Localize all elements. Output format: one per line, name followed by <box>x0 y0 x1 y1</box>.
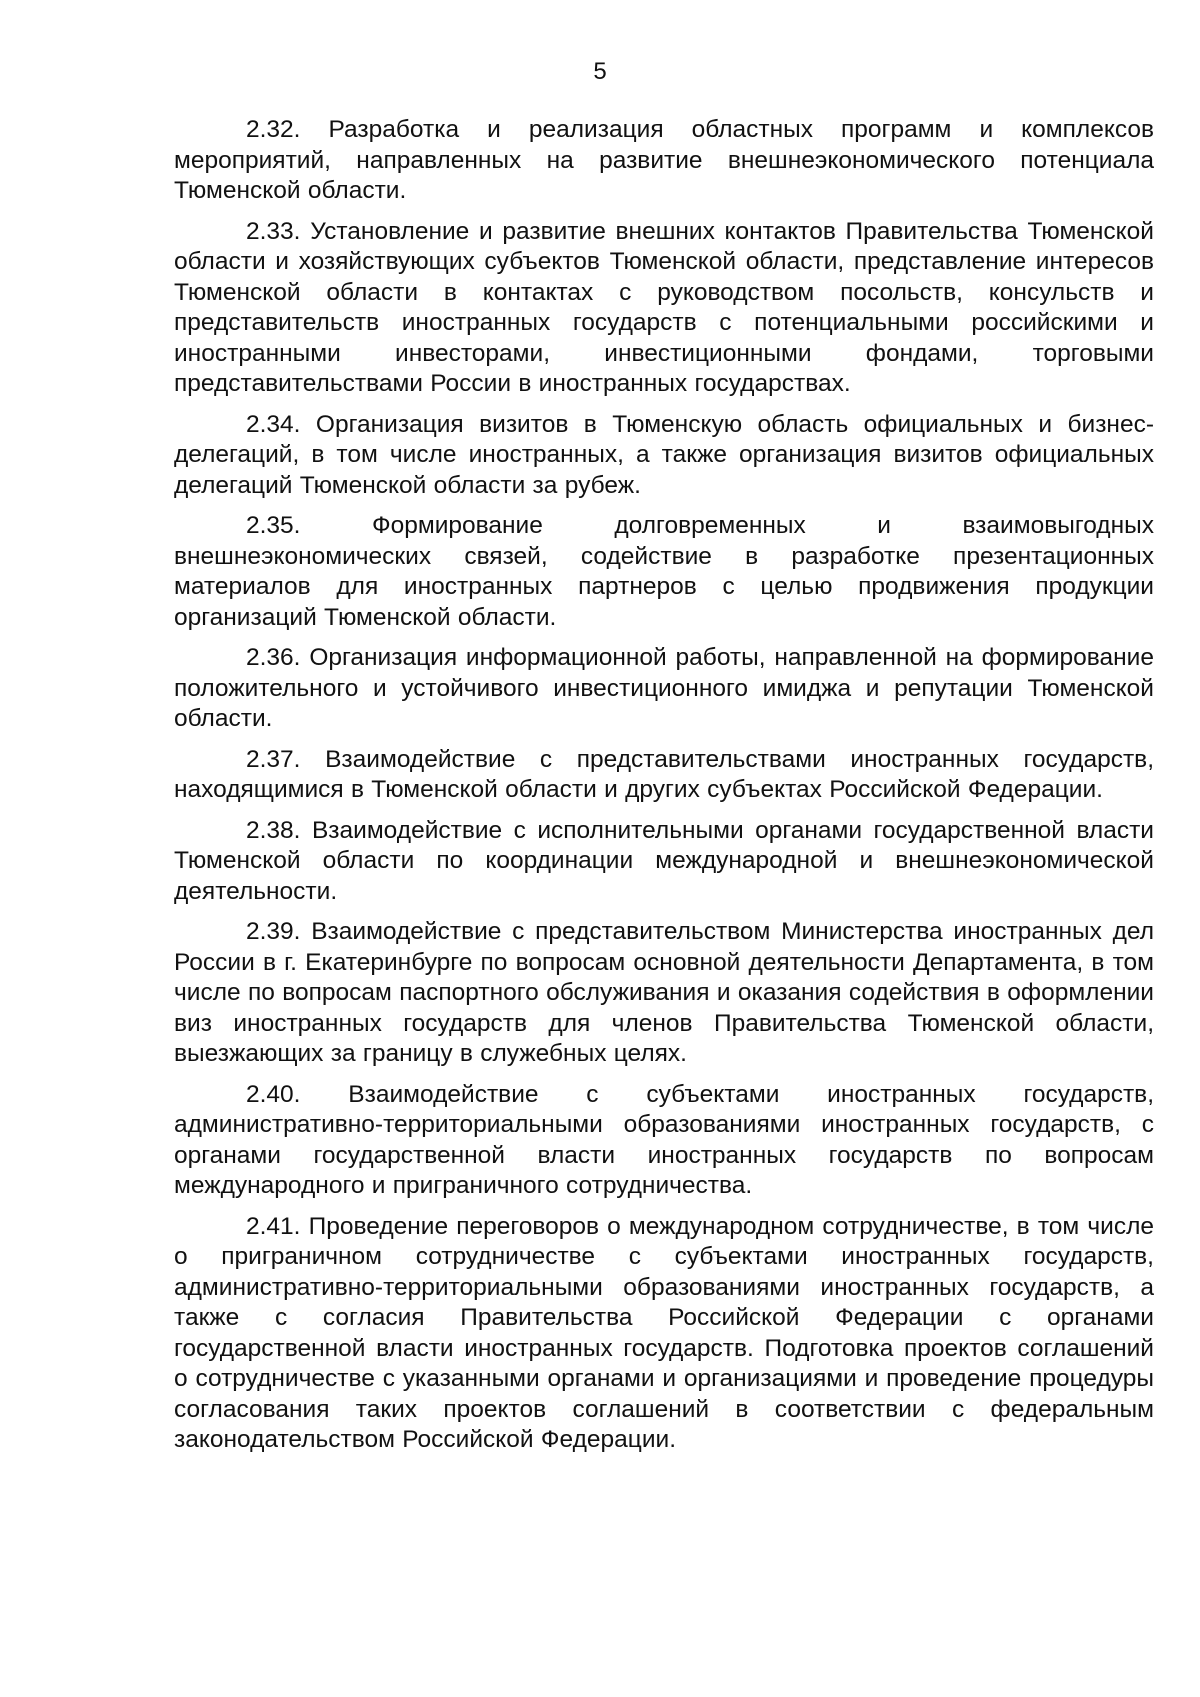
paragraph-2-39: 2.39. Взаимодействие с представительством Министерства иностранных дел России в г. Екатеринбурге по вопросам основной деятельности Департамента, в том числе по вопросам паспортного обслуживания и оказания содействия в оформлении виз иностранных государств для членов Правительства Тюменской области, выезжающих за границу в служебных целях. <box>174 918 1154 1067</box>
document-body <box>174 115 1154 1466</box>
paragraph-2-35: 2.35. Формирование долговременных и взаимовыгодных внешнеэкономических связей, содействие в разработке презентационных материалов для иностранных партнеров с целью продвижения продукции организаций Тюменской области. <box>174 512 1154 631</box>
paragraph-2-40: 2.40. Взаимодействие с субъектами иностранных государств, административно-территориальными образованиями иностранных государств, с органами государственной власти иностранных государств по вопросам международного и приграничного сотрудничества. <box>174 1080 1154 1199</box>
paragraph-2-38: 2.38. Взаимодействие с исполнительными органами государственной власти Тюменской области по координации международной и внешнеэкономической деятельности. <box>174 816 1154 905</box>
paragraph-2-32: 2.32. Разработка и реализация областных программ и комплексов мероприятий, направленных на развитие внешнеэкономического потенциала Тюменской области. <box>174 116 1154 204</box>
paragraph-2-41: 2.41. Проведение переговоров о международном сотрудничестве, в том числе о приграничном сотрудничестве с субъектами иностранных государств, административно-территориальными образованиями иностранных государств, а также с согласия Правительства Российской Федерации с органами государственной власти иностранных государств. Подготовка проектов соглашений о сотрудничестве с указанными органами и организациями и проведение процедуры согласования таких проектов соглашений в соответствии с федеральным законодательством Российской Федерации. <box>174 1212 1154 1453</box>
paragraph-2-37: 2.37. Взаимодействие с представительствами иностранных государств, находящимися в Тюменской области и других субъектах Российской Федерации. <box>174 745 1154 803</box>
paragraph-2-33: 2.33. Установление и развитие внешних контактов Правительства Тюменской области и хозяйствующих субъектов Тюменской области, представление интересов Тюменской области в контактах с руководством посольств, консульств и представительств иностранных государств с потенциальными российскими и иностранными инвесторами, инвестиционными фондами, торговыми представительствами России в иностранных государствах. <box>174 217 1154 397</box>
paragraph-2-36: 2.36. Организация информационной работы, направленной на формирование положительного и устойчивого инвестиционного имиджа и репутации Тюменской области. <box>174 644 1154 732</box>
page-number: 5 <box>593 58 607 85</box>
paragraph-2-34: 2.34. Организация визитов в Тюменскую область официальных и бизнес-делегаций, в том числе иностранных, а также организация визитов официальных делегаций Тюменской области за рубеж. <box>174 410 1154 499</box>
